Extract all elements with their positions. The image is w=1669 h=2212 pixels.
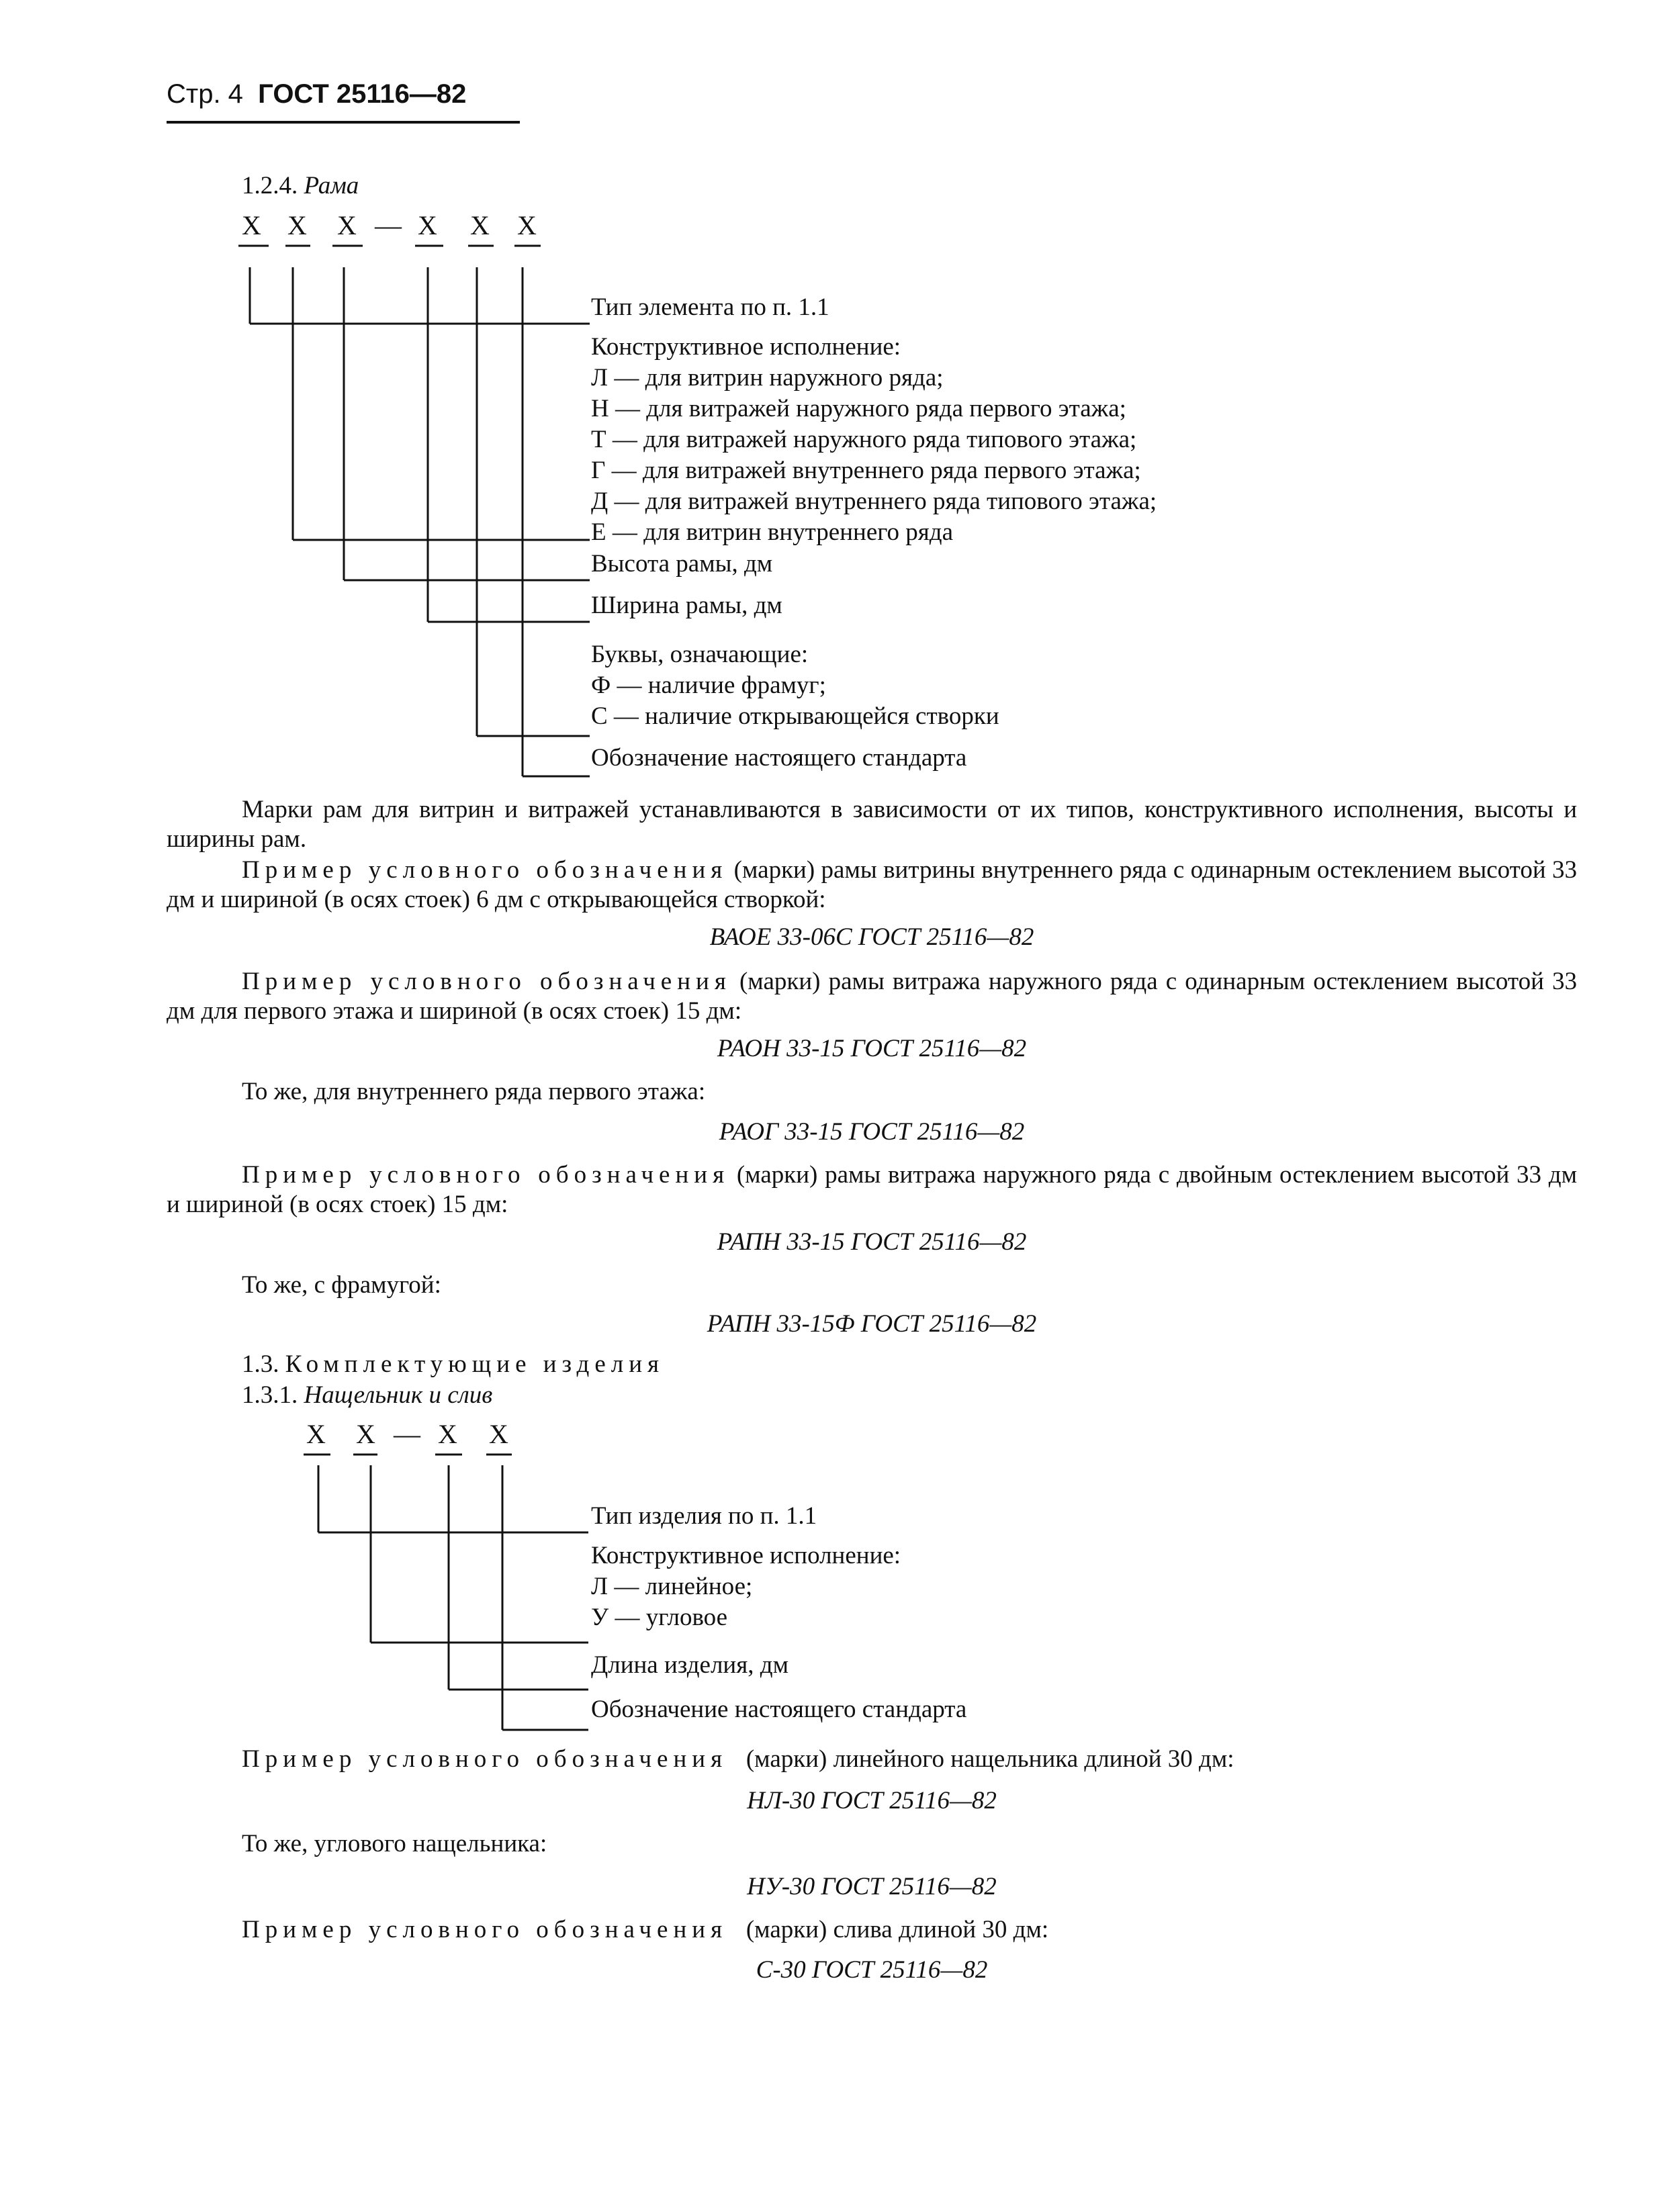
code-dash: — [394,1419,420,1449]
components-section-number: 1.3. [242,1350,279,1378]
components-example-1-code: НЛ-30 ГОСТ 25116—82 [747,1787,997,1814]
frame-same-1: То же, для внутреннего ряда первого этажа: [242,1078,706,1105]
components-item-length: Длина изделия, дм [591,1651,788,1679]
frame-example-1: Пример условного обозначения (марки) рамы витрины внутреннего ряда с одинарным остеклением высотой 33 дм и шириной (в осях стоек) 6 дм с открывающейся створкой: [167,856,1577,913]
components-item-type: Тип изделия по п. 1.1 [591,1502,817,1530]
page-label: Стр. 4 [167,79,243,109]
components-item-design: Конструктивное исполнение: Л — линейное; У — угловое [591,1542,901,1631]
code-letter: Х [287,210,307,240]
frame-paragraph: Марки рам для витрин и витражей устанавливаются в зависимости от их типов, конструктивного исполнения, высоты и ширины рам. [167,796,1577,853]
code-dash: — [375,210,402,240]
code-letter: Х [306,1419,326,1449]
frame-example-1-code: ВАОЕ 33-06С ГОСТ 25116—82 [709,923,1034,951]
frame-item-letters: Буквы, означающие: Ф — наличие фрамуг; С — наличие открывающейся створки [591,641,999,730]
components-sub-title: Нащельник и слив [304,1381,493,1409]
components-same: То же, углового нащельника: [242,1830,547,1857]
components-same-code: НУ-30 ГОСТ 25116—82 [747,1873,997,1900]
frame-example-2-code: РАОН 33-15 ГОСТ 25116—82 [717,1035,1027,1062]
code-letter: Х [470,210,490,240]
frame-example-2: Пример условного обозначения (марки) рамы витража наружного ряда с одинарным остеклением высотой 33 дм для первого этажа и шириной (в осях стоек) 15 дм: [167,968,1577,1025]
code-letter: Х [438,1419,457,1449]
components-example-1: Пример условного обозначения (марки) линейного нащельника длиной 30 дм: [242,1745,1234,1773]
frame-item-type: Тип элемента по п. 1.1 [591,293,829,321]
components-subheading [242,1381,492,1410]
components-example-2-code: С-30 ГОСТ 25116—82 [756,1956,988,1984]
components-item-standard: Обозначение настоящего стандарта [591,1696,967,1723]
code-letter: Х [517,210,537,240]
frame-example-3-code: РАПН 33-15 ГОСТ 25116—82 [717,1228,1027,1256]
header-standard: ГОСТ 25116—82 [258,79,467,109]
frame-item-standard: Обозначение настоящего стандарта [591,744,967,772]
components-title: Комплектующие изделия [285,1350,665,1378]
components-heading [242,1350,664,1379]
frame-section-number: 1.2.4. [242,172,298,199]
frame-same-2-code: РАПН 33-15Ф ГОСТ 25116—82 [707,1310,1037,1338]
frame-item-design: Конструктивное исполнение: Л — для витрин наружного ряда; Н — для витражей наружного ряда первого этажа; Т — для витражей наружного ряда типового этажа; Г — для витражей внутреннего ряда первого этажа; Д — для витражей внутреннего ряда типового этажа; Е — для витрин внутреннего ряда [591,333,1157,546]
frame-same-2: То же, с фрамугой: [242,1271,441,1299]
code-letter: Х [337,210,357,240]
frame-item-width: Ширина рамы, дм [591,592,782,619]
code-letter: Х [418,210,437,240]
components-sub-number: 1.3.1. [242,1381,298,1409]
code-letter: Х [242,210,261,240]
code-letter: Х [489,1419,508,1449]
frame-title: Рама [304,172,359,199]
frame-item-height: Высота рамы, дм [591,550,773,578]
components-example-2: Пример условного обозначения (марки) слива длиной 30 дм: [242,1916,1049,1943]
frame-example-3: Пример условного обозначения (марки) рамы витража наружного ряда с двойным остеклением высотой 33 дм и шириной (в осях стоек) 15 дм: [167,1161,1577,1218]
frame-same-1-code: РАОГ 33-15 ГОСТ 25116—82 [719,1118,1025,1146]
code-letter: Х [356,1419,375,1449]
